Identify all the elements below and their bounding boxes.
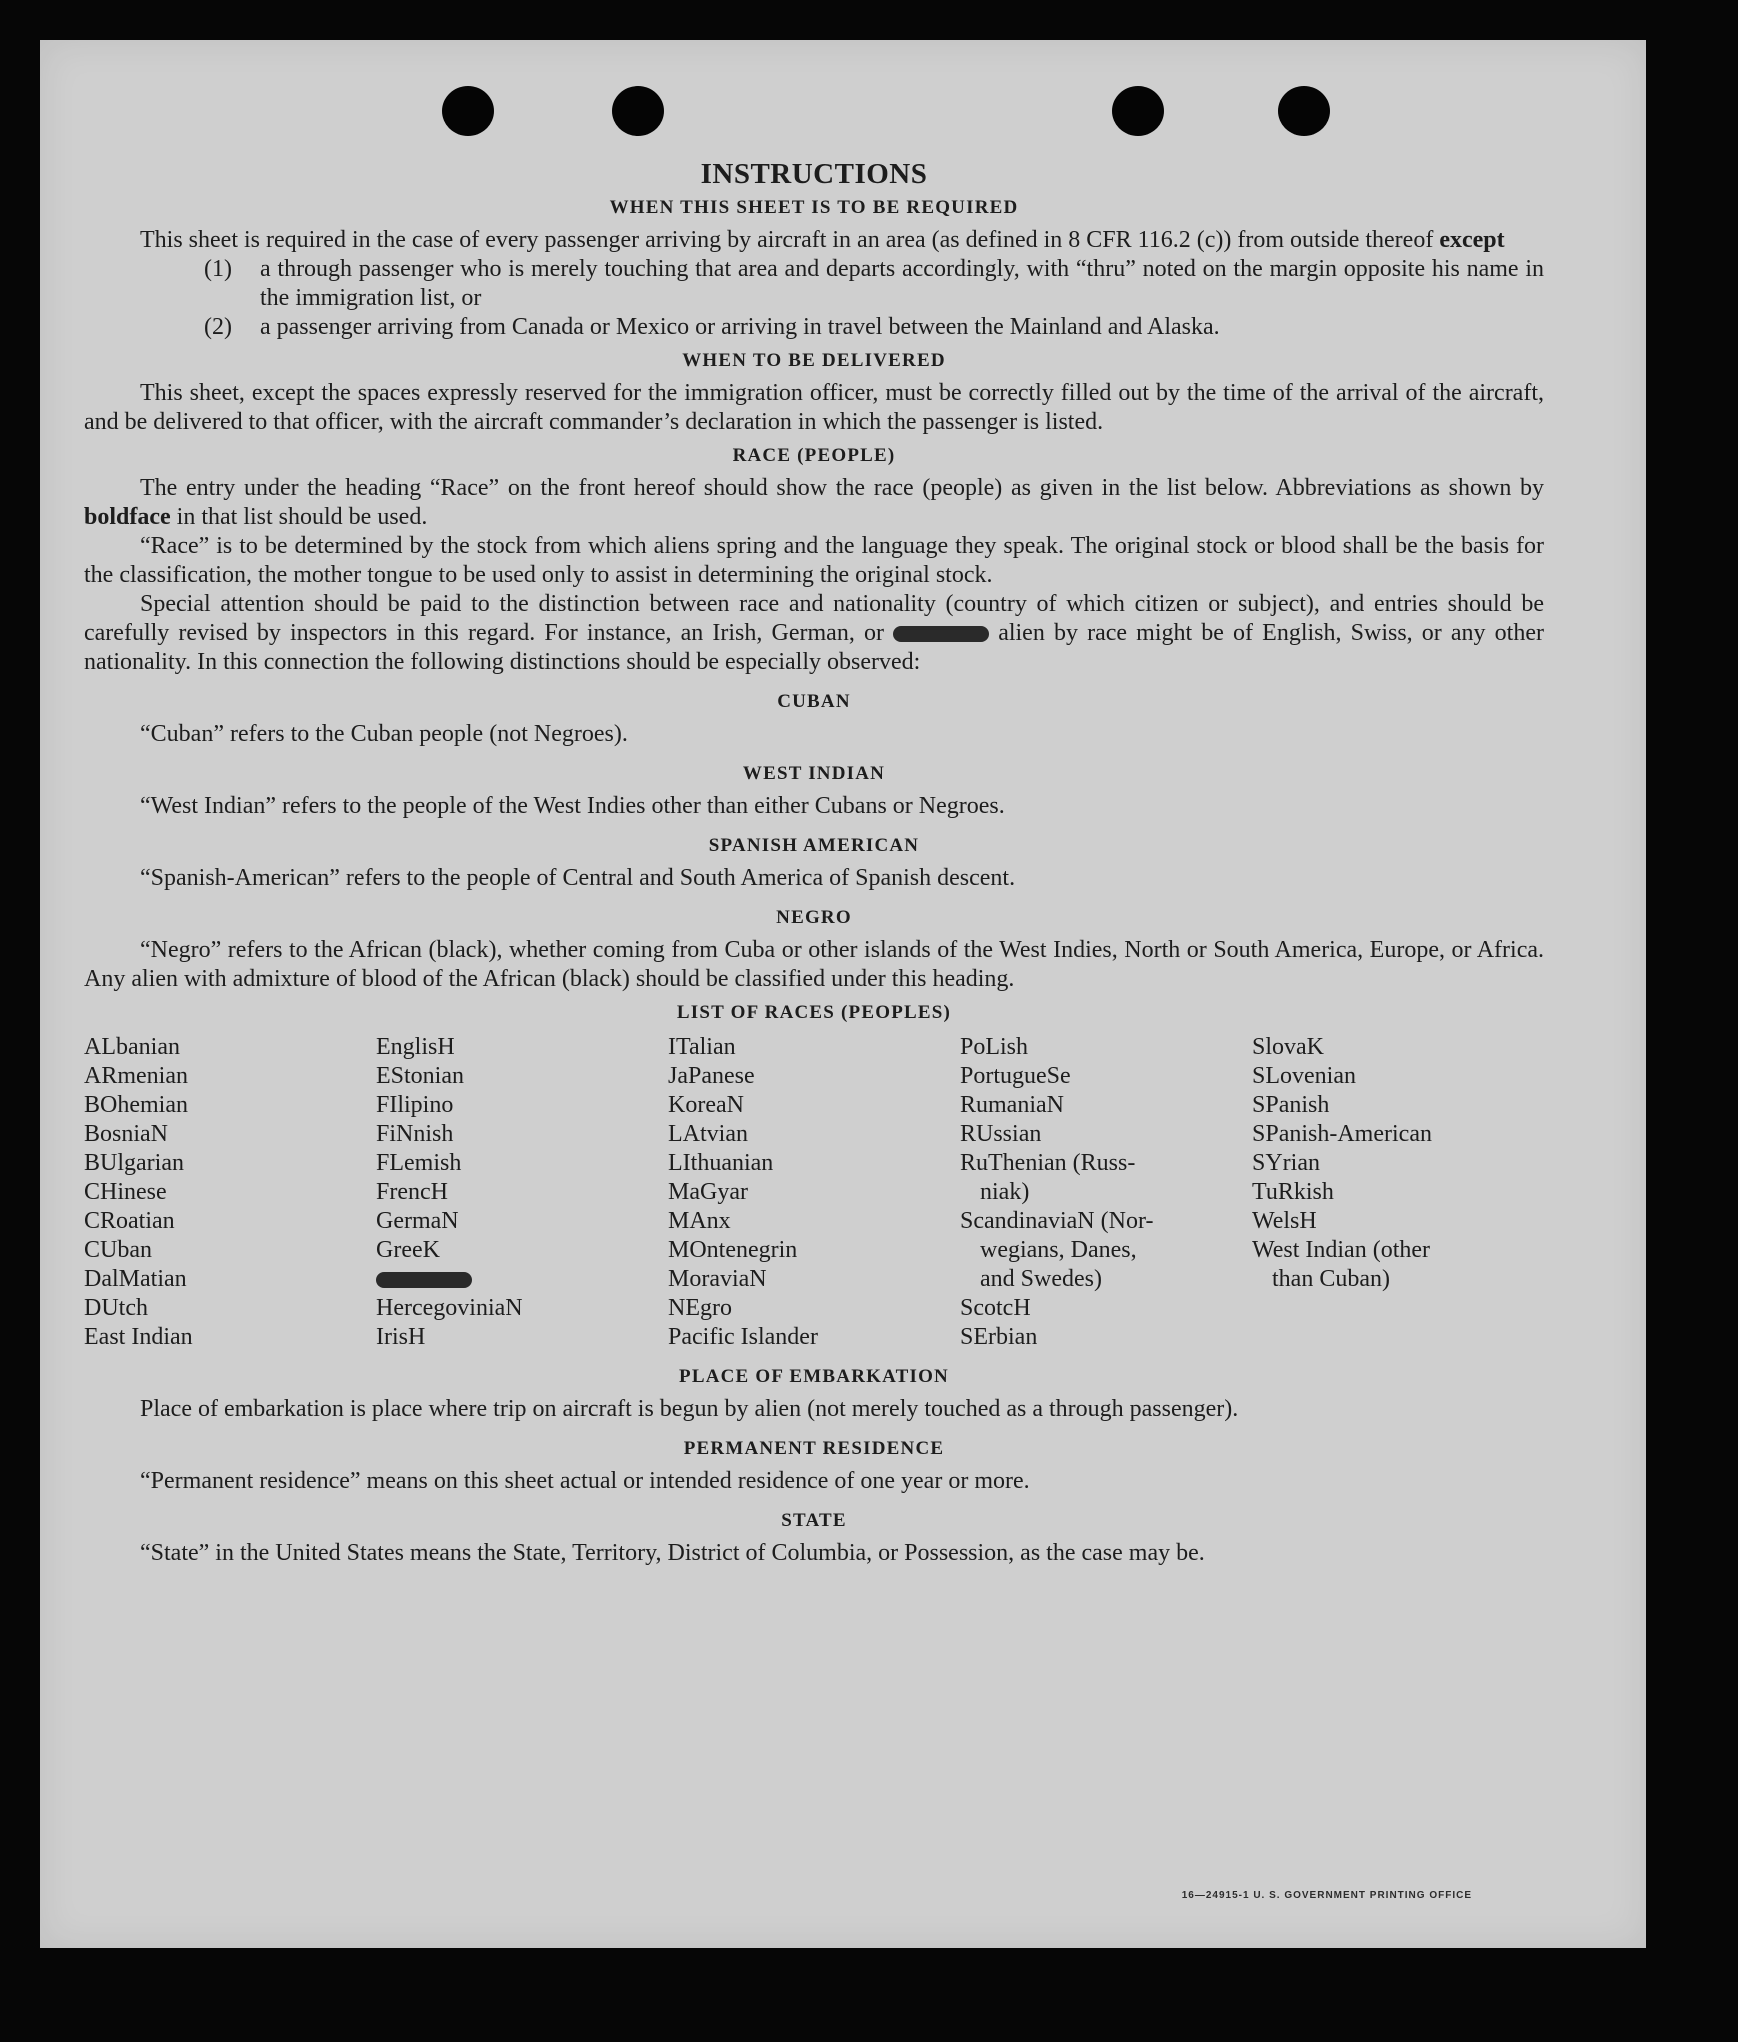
race-entry: EStonian <box>376 1063 464 1089</box>
section-heading: PERMANENT RESIDENCE <box>683 1438 945 1459</box>
section-heading: PLACE OF EMBARKATION <box>679 1366 949 1387</box>
race-entry: MOntenegrin <box>668 1237 798 1263</box>
race-entry: EnglisH <box>376 1034 455 1060</box>
paragraph: “West Indian” refers to the people of the West Indies other than either Cubans or Negroes. <box>140 793 1005 819</box>
race-entry: BOhemian <box>84 1092 188 1118</box>
race-column <box>1252 1033 1544 1352</box>
section-heading: SPANISH AMERICAN <box>708 835 920 856</box>
paragraph: “Permanent residence” means on this sheet actual or intended residence of one year or more. <box>140 1468 1030 1494</box>
race-entry: CUban <box>84 1237 152 1263</box>
race-column <box>960 1033 1252 1352</box>
race-entry: LAtvian <box>668 1121 748 1147</box>
section-heading: CUBAN <box>777 691 851 712</box>
race-entry: MoraviaN <box>668 1266 767 1292</box>
race-entry: PortugueSe <box>960 1063 1071 1089</box>
punch-hole <box>1278 86 1330 136</box>
race-entry: ALbanian <box>84 1034 180 1060</box>
race-entry: and Swedes) <box>980 1266 1102 1292</box>
race-entry: SlovaK <box>1252 1034 1324 1060</box>
print-code: 16—24915-1 U. S. GOVERNMENT PRINTING OFFICE <box>1181 1890 1472 1901</box>
paragraph: This sheet is required in the case of every passenger arriving by aircraft in an area (as defined in 8 CFR 116.2 (c)) from outside thereof except <box>140 227 1505 253</box>
paragraph: The entry under the heading “Race” on the front hereof should show the race (people) as given in the list below. Abbreviations as shown by boldface in that list should be used. <box>84 475 1544 530</box>
paragraph: Place of embarkation is place where trip on aircraft is begun by alien (not merely touched as a through passenger). <box>140 1396 1239 1422</box>
paragraph: Special attention should be paid to the distinction between race and nationality (country of which citizen or subject), and entries should be carefully revised by inspectors in this regard. For instance, an Irish, German, or alien by race might be of English, Swiss, or any other nationality. In this connection the following distinctions should be especially observed: <box>84 591 1544 675</box>
paragraph: “Race” is to be determined by the stock from which aliens spring and the language they speak. The original stock or blood shall be the basis for the classification, the mother tongue to be used only to assist in determining the original stock. <box>84 533 1544 588</box>
section-heading: STATE <box>781 1510 847 1531</box>
punch-hole <box>1112 86 1164 136</box>
race-entry: ARmenian <box>84 1063 188 1089</box>
race-column <box>668 1033 960 1352</box>
race-entry: ScandinaviaN (Nor- <box>960 1208 1154 1234</box>
race-entry: wegians, Danes, <box>980 1237 1137 1263</box>
race-entry: SPanish-American <box>1252 1121 1432 1147</box>
race-entry: SPanish <box>1252 1092 1330 1118</box>
race-entry: than Cuban) <box>1272 1266 1390 1292</box>
race-entry: NEgro <box>668 1295 732 1321</box>
race-column <box>376 1033 668 1352</box>
paragraph: “Cuban” refers to the Cuban people (not Negroes). <box>140 721 628 747</box>
race-list <box>84 1033 1544 1352</box>
paragraph: “State” in the United States means the State, Territory, District of Columbia, or Possession, as the case may be. <box>140 1540 1205 1566</box>
punch-hole <box>612 86 664 136</box>
race-entry: Pacific Islander <box>668 1324 818 1350</box>
race-entry: IrisH <box>376 1324 426 1350</box>
race-entry: KoreaN <box>668 1092 744 1118</box>
paragraph: “Spanish-American” refers to the people of Central and South America of Spanish descent. <box>140 865 1016 891</box>
race-entry-redacted <box>376 1265 668 1294</box>
race-entry: BosniaN <box>84 1121 168 1147</box>
race-entry: SErbian <box>960 1324 1038 1350</box>
redaction-mark <box>893 626 989 642</box>
section-heading: WHEN THIS SHEET IS TO BE REQUIRED <box>609 197 1019 218</box>
punch-hole <box>442 86 494 136</box>
instructions-body <box>84 160 1544 1568</box>
race-entry: West Indian (other <box>1252 1237 1431 1263</box>
section-heading: RACE (PEOPLE) <box>732 445 896 466</box>
race-entry: MAnx <box>668 1208 731 1234</box>
race-entry: JaPanese <box>668 1063 755 1089</box>
race-entry: niak) <box>980 1179 1030 1205</box>
race-entry: DalMatian <box>84 1266 187 1292</box>
race-column <box>84 1033 376 1352</box>
section-heading: WHEN TO BE DELIVERED <box>682 350 946 371</box>
race-entry: MaGyar <box>668 1179 748 1205</box>
paragraph: This sheet, except the spaces expressly reserved for the immigration officer, must be correctly filled out by the time of the arrival of the aircraft, and be delivered to that officer, with the aircraft commander’s declaration in which the passenger is listed. <box>84 380 1544 435</box>
race-entry: FrencH <box>376 1179 448 1205</box>
document-sheet <box>40 40 1646 1948</box>
race-entry: CHinese <box>84 1179 167 1205</box>
race-entry: SLovenian <box>1252 1063 1356 1089</box>
race-entry: GermaN <box>376 1208 459 1234</box>
race-entry: WelsH <box>1252 1208 1317 1234</box>
list-item: (1) a through passenger who is merely touching that area and departs accordingly, with “thru” noted on the margin opposite his name in the immigration list, or <box>204 256 1544 311</box>
race-entry: CRoatian <box>84 1208 175 1234</box>
race-entry: LIthuanian <box>668 1150 774 1176</box>
race-entry: TuRkish <box>1252 1179 1334 1205</box>
race-entry: RUssian <box>960 1121 1042 1147</box>
race-entry: RumaniaN <box>960 1092 1064 1118</box>
redaction-mark <box>376 1272 472 1288</box>
race-entry: GreeK <box>376 1237 440 1263</box>
race-entry: BUlgarian <box>84 1150 184 1176</box>
page-title: INSTRUCTIONS <box>700 158 928 190</box>
race-entry: SYrian <box>1252 1150 1320 1176</box>
race-entry: ITalian <box>668 1034 736 1060</box>
section-heading: LIST OF RACES (PEOPLES) <box>676 1002 952 1023</box>
section-heading: NEGRO <box>776 907 852 928</box>
race-entry: DUtch <box>84 1295 148 1321</box>
list-item: (2) a passenger arriving from Canada or Mexico or arriving in travel between the Mainland and Alaska. <box>204 314 1220 340</box>
race-entry: RuThenian (Russ- <box>960 1150 1136 1176</box>
section-heading: WEST INDIAN <box>742 763 886 784</box>
paragraph: “Negro” refers to the African (black), whether coming from Cuba or other islands of the West Indies, North or South America, Europe, or Africa. Any alien with admixture of blood of the African (black) should be classified under this heading. <box>84 937 1544 992</box>
race-entry: East Indian <box>84 1324 193 1350</box>
race-entry: PoLish <box>960 1034 1029 1060</box>
race-entry: HercegoviniaN <box>376 1295 523 1321</box>
race-entry: FIlipino <box>376 1092 454 1118</box>
race-entry: ScotcH <box>960 1295 1031 1321</box>
race-entry: FLemish <box>376 1150 462 1176</box>
race-entry: FiNnish <box>376 1121 454 1147</box>
